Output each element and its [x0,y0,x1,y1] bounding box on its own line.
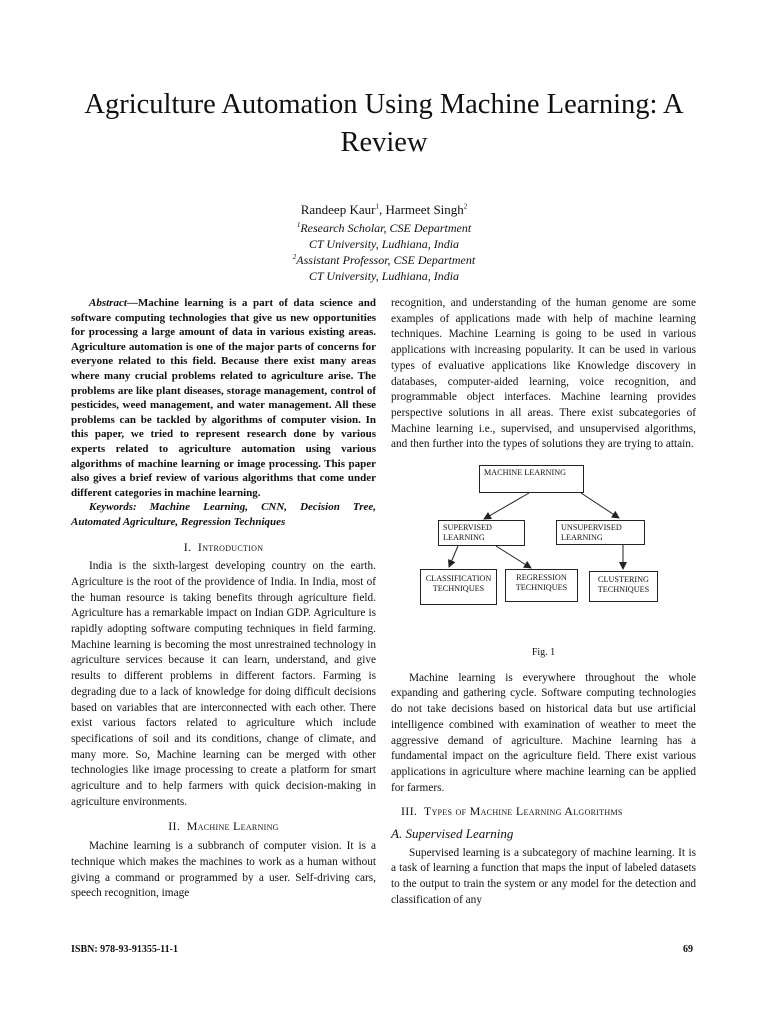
section-2-body: Machine learning is a subbranch of computer vision. It is a technique which makes the machines to work as a human without giving a command or programmed by a user. Self-driving cars, speech recognition, image [71,840,376,900]
subsection-3a-heading: A. Supervised Learning [391,826,514,842]
authors-line [0,202,768,218]
node-supervised-learning: SUPERVISED LEARNING [438,520,525,546]
subsection-3a-body: Supervised learning is a subcategory of machine learning. It is a task of learning a function that maps the input of labeled datasets to the output to train the system or any model for the detection and classification of any [391,846,696,906]
affiliation-2-text: CT University, Ludhiana, India [308,237,460,251]
affiliation-1 [0,221,768,236]
arrow-root-to-supervised [484,493,529,519]
affiliation-4 [0,269,768,284]
author-2: Harmeet Singh [385,202,464,217]
section-3-number: III. [401,804,418,819]
section-2-continued: recognition, and understanding of the human genome are some examples of applications made with help of machine learning techniques. Machine Learning is going to be used in various applications with increasing popularity. It can be used in various types of evaluative applications like Knowledge discovery in databases, computer-aided learning, voice recognition, and programmable object interfaces. Machine learning provides perspective solutions in all areas. There exist subcategories of Machine learning i.e., supervised, and unsupervised algorithms, and then further into the types of solutions they are trying to attain. [391,297,696,451]
paper-title: Agriculture Automation Using Machine Learning: A Review [84,89,684,158]
author-1: Randeep Kaur [300,202,376,217]
section-2-after-figure: Machine learning is everywhere throughout the whole expanding and gathering cycle. Software computing technologies do not take decisions based on historical data but use artificial intelligence combined with examination of weather to meet the aggressive demand of agriculture. Machine learning has a fundamental impact on the agriculture field. There exist various applications in agriculture where machine learning can be applied for farmers. [391,671,696,794]
author-1-sup: 1 [375,202,379,211]
affiliation-3 [0,253,768,268]
ml-taxonomy-diagram [391,463,696,643]
affiliation-1-sup: 1 [296,221,301,229]
left-column [71,296,376,902]
node-regression-techniques: REGRESSION TECHNIQUES [505,569,578,602]
node-unsupervised-learning: UNSUPERVISED LEARNING [556,520,645,545]
affiliation-3-text: Assistant Professor, CSE Department [296,253,476,267]
section-2-number: II. [168,819,181,834]
node-machine-learning: MACHINE LEARNING [479,465,584,493]
section-3-heading [391,804,696,820]
section-2-title: Machine Learning [186,819,279,834]
right-column [391,296,696,909]
section-1-title: Introduction [197,539,264,554]
affiliation-2 [0,237,768,252]
arrow-supervised-to-classification [449,546,458,567]
node-clustering-techniques: CLUSTERING TECHNIQUES [589,571,658,602]
node-classification-techniques: CLASSIFICATION TECHNIQUES [420,569,497,605]
arrow-supervised-to-regression [496,546,531,568]
footer-isbn: ISBN: 978-93-91355-11-1 [71,944,178,955]
abstract [71,296,376,500]
section-3-title: Types of Machine Learning Algorithms [423,804,623,819]
affiliation-1-text: Research Scholar, CSE Department [300,221,472,235]
abstract-label: Abstract [89,297,127,309]
section-1-body: India is the sixth-largest developing country on the earth. Agriculture is the root of the providence of India. In India, most of the human resource is taking benefits through agriculture field. Agriculture has a remarkable impact on Indian GDP. Agriculture is rapidly adopting software computing techniques in field farming. Machine learning is becoming the most unrestrained technology in agriculture services because it can learn, understand, and give results to different problems in different factors. Farming is degrading due to a lack of knowledge for doing difficult decisions based on variables that are interconnected with each other. There exist various factors related to agriculture which include specifications of soil and its conditions, change of climate, and many more. So, Machine learning can be merged with other technologies like image processing to create a platform for smart agriculture and to help farmers with quick decision-making in agriculture environments. [71,560,376,808]
affiliation-4-text: CT University, Ludhiana, India [308,269,460,283]
author-2-sup: 2 [463,202,468,211]
author-separator: , [378,202,386,217]
figure-caption: Fig. 1 [531,647,556,659]
footer-page-number: 69 [683,944,693,955]
section-2-heading [71,819,376,835]
arrow-root-to-unsupervised [581,493,619,518]
abstract-text: Machine learning is a part of data science and software computing technologies that give us new opportunities for processing a large amount of data in various existing areas. Agriculture automation is one of the major parts of concerns for everyone related to this field. Because there exist many areas where many crucial problems related to agriculture arise. The problems are like plant diseases, storage management, control of pesticides, weed management, and water management. All these problems can be tackled by algorithms of computer vision. In this paper, we tried to represent research done by various experts related to agriculture automation using various algorithms of machine learning or image processing. This paper also gives a brief review of various algorithms that come under different categories in machine learning. [71,297,376,499]
abstract-dash: — [126,297,138,309]
keywords: Keywords: Machine Learning, CNN, Decision Tree, Automated Agriculture, Regression Techniques [71,501,376,528]
affiliation-3-sup: 2 [292,253,297,261]
section-1-number: I. [183,539,192,554]
section-1-heading [71,540,376,556]
